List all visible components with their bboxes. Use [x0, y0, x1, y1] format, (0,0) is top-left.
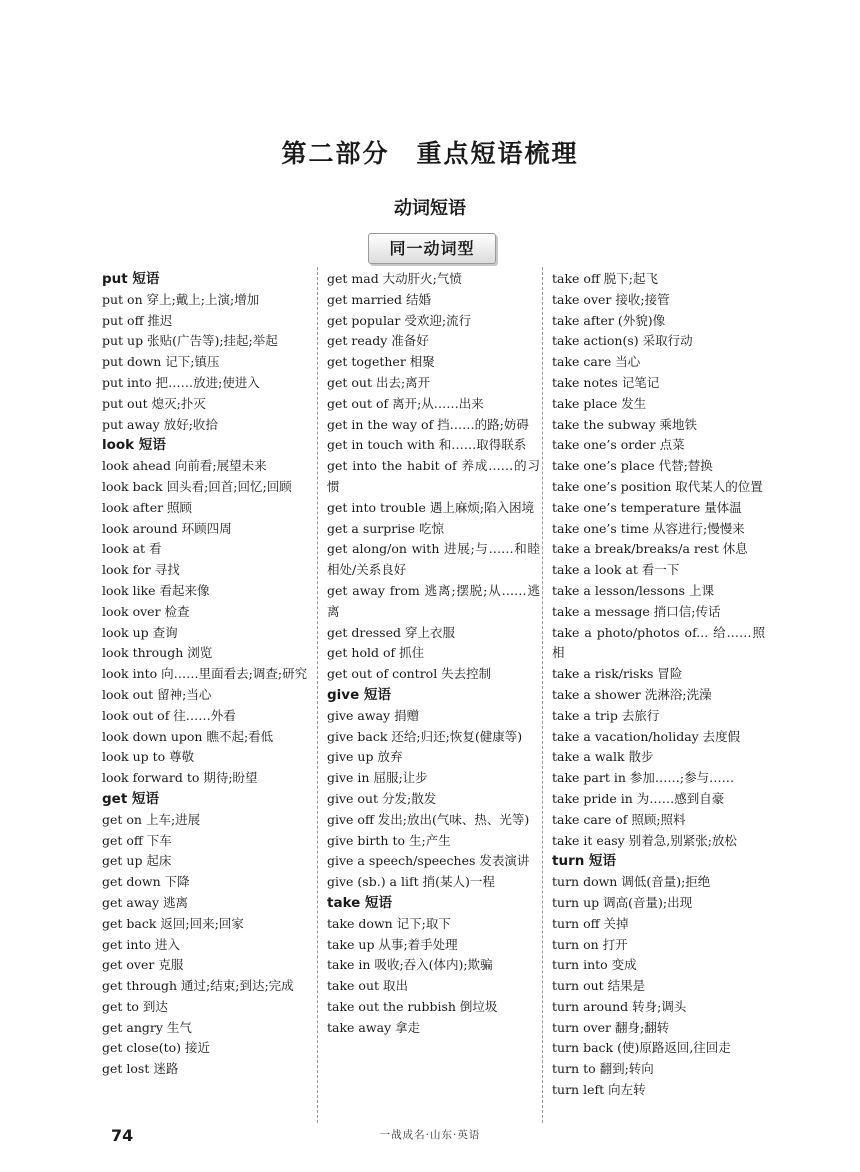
phrase-entry: look at 看	[102, 541, 162, 557]
phrase-entry: look for 寻找	[102, 562, 180, 578]
phrase-entry: take a risk/risks 冒险	[552, 666, 683, 682]
page-title: 第二部分 重点短语梳理	[281, 139, 579, 168]
phrase-entry: look ahead 向前看;展望未来	[102, 458, 267, 474]
phrase-entry: turn off 关掉	[552, 915, 629, 931]
phrase-entry: put on 穿上;戴上;上演;增加	[102, 291, 260, 307]
phrase-entry: turn back (使)原路返回,往回走	[552, 1040, 731, 1056]
phrase-entry: take one’s time 从容进行;慢慢来	[552, 520, 745, 536]
phrase-entry: turn over 翻身;翻转	[552, 1019, 670, 1035]
phrase-entry: put off 推迟	[102, 312, 173, 328]
phrase-entry: get a surprise 吃惊	[327, 520, 445, 536]
phrase-entry: take over 接收;接管	[552, 291, 670, 307]
phrase-entry: take after (外貌)像	[552, 312, 666, 328]
phrase-entry: get married 结婚	[327, 291, 432, 307]
phrase-entry: take a vacation/holiday 去度假	[552, 728, 741, 744]
phrase-entry: look over 检查	[102, 603, 190, 619]
phrase-entry: look into 向……里面看去;调查;研究	[102, 666, 308, 682]
phrase-entry: get down 下降	[102, 874, 190, 890]
phrase-entry: give (sb.) a lift 捎(某人)一程	[327, 874, 495, 890]
column-divider	[542, 267, 543, 1123]
phrase-entry: look around 环顾四周	[102, 520, 232, 536]
phrase-entry: get out of 离开;从……出来	[327, 395, 484, 411]
phrase-entry: look after 照顾	[102, 499, 193, 515]
phrase-entry: look back 回头看;回首;回忆;回顾	[102, 478, 292, 494]
phrase-entry: get along/on with 进展;与……和睦相处/关系良好	[327, 541, 540, 578]
phrase-entry: put down 记下;镇压	[102, 354, 220, 370]
phrase-entry: get popular 受欢迎;流行	[327, 312, 472, 328]
phrase-entry: take a break/breaks/a rest 休息	[552, 541, 748, 557]
phrase-entry: get in touch with 和……取得联系	[327, 437, 527, 453]
section-subtitle: 动词短语	[394, 198, 466, 219]
phrase-entry: look like 看起来像	[102, 582, 210, 598]
phrase-entry: take out 取出	[327, 978, 408, 994]
phrase-entry: take pride in 为……感到自豪	[552, 790, 725, 806]
phrase-entry: take one’s order 点菜	[552, 437, 685, 453]
phrase-entry: take notes 记笔记	[552, 374, 660, 390]
phrase-entry: take action(s) 采取行动	[552, 333, 693, 349]
phrase-entry: give birth to 生;产生	[327, 832, 451, 848]
phrase-entry: turn on 打开	[552, 936, 628, 952]
phrase-entry: take down 记下;取下	[327, 915, 451, 931]
phrase-entry: take a photo/photos of... 给……照相	[552, 624, 765, 661]
phrase-entry: get away from 逃离;摆脱;从……逃离	[327, 582, 540, 619]
phrase-entry: look up 查询	[102, 624, 178, 640]
phrase-entry: turn into 变成	[552, 957, 637, 973]
phrase-entry: get mad 大动肝火;气愤	[327, 271, 462, 286]
page-footer: 一战成名·山东·英语	[379, 1129, 481, 1141]
phrase-entry: turn left 向左转	[552, 1082, 646, 1098]
phrase-group-heading: take 短语	[327, 894, 393, 911]
phrase-entry: get off 下车	[102, 832, 172, 848]
phrase-entry: take off 脱下;起飞	[552, 271, 659, 286]
phrase-entry: get close(to) 接近	[102, 1040, 211, 1056]
phrase-entry: take away 拿走	[327, 1019, 421, 1035]
phrase-entry: take it easy 别着急,别紧张;放松	[552, 832, 737, 848]
phrase-entry: give back 还给;归还;恢复(健康等)	[327, 728, 523, 744]
phrase-entry: get back 返回;回来;回家	[102, 915, 244, 931]
phrase-group-heading: look 短语	[102, 437, 166, 454]
phrase-column-3	[552, 269, 765, 1101]
phrase-entry: take a lesson/lessons 上课	[552, 582, 715, 598]
phrase-entry: put into 把……放进;使进入	[102, 374, 260, 390]
phrase-entry: take the subway 乘地铁	[552, 416, 698, 432]
phrase-entry: get together 相聚	[327, 354, 435, 370]
phrase-entry: turn up 调高(音量);出现	[552, 894, 693, 910]
phrase-entry: get out of control 失去控制	[327, 666, 492, 682]
phrase-entry: get into the habit of 养成……的习惯	[327, 458, 540, 494]
phrase-entry: take care 当心	[552, 354, 641, 370]
phrase-entry: take a trip 去旅行	[552, 707, 660, 723]
phrase-entry: get in the way of 挡……的路;妨碍	[327, 416, 529, 432]
phrase-entry: take part in 参加……;参与……	[552, 770, 735, 786]
column-divider	[317, 267, 318, 1123]
phrase-entry: turn out 结果是	[552, 978, 646, 994]
phrase-entry: get angry 生气	[102, 1019, 192, 1035]
phrase-entry: get into trouble 遇上麻烦;陷入困境	[327, 499, 535, 515]
phrase-entry: give out 分发;散发	[327, 790, 437, 806]
phrase-entry: take a walk 散步	[552, 749, 654, 765]
phrase-entry: look out of 往……外看	[102, 707, 236, 723]
phrase-entry: take out the rubbish 倒垃圾	[327, 998, 498, 1014]
phrase-group-heading: turn 短语	[552, 853, 617, 870]
phrase-group-heading: give 短语	[327, 686, 391, 703]
phrase-entry: turn to 翻到;转向	[552, 1061, 654, 1077]
phrase-entry: get to 到达	[102, 998, 168, 1014]
phrase-entry: get through 通过;结束;到达;完成	[102, 978, 294, 994]
phrase-entry: give up 放弃	[327, 749, 403, 765]
phrase-column-1	[102, 269, 315, 1080]
phrase-entry: take in 吸收;吞入(体内);欺骗	[327, 957, 493, 973]
phrase-entry: put out 熄灭;扑灭	[102, 395, 206, 411]
phrase-entry: put up 张贴(广告等);挂起;举起	[102, 333, 278, 349]
phrase-entry: take up 从事;着手处理	[327, 936, 458, 952]
phrase-entry: take one’s temperature 量体温	[552, 499, 742, 515]
phrase-column-2	[327, 269, 540, 1038]
phrase-entry: get on 上车;进展	[102, 811, 201, 827]
phrase-entry: take a message 捎口信;传话	[552, 603, 721, 619]
phrase-entry: get dressed 穿上衣服	[327, 624, 455, 640]
phrase-entry: give off 发出;放出(气味、热、光等)	[327, 811, 530, 827]
phrase-entry: look down upon 瞧不起;看低	[102, 728, 274, 744]
phrase-entry: get into 进入	[102, 936, 180, 952]
phrase-entry: take one’s place 代替;替换	[552, 458, 713, 474]
phrase-entry: give a speech/speeches 发表演讲	[327, 853, 530, 869]
phrase-entry: take one’s position 取代某人的位置	[552, 478, 763, 494]
phrase-entry: get up 起床	[102, 853, 172, 869]
phrase-entry: give away 捐赠	[327, 707, 420, 723]
phrase-entry: look up to 尊敬	[102, 749, 195, 765]
phrase-entry: look forward to 期待;盼望	[102, 770, 258, 786]
phrase-entry: take care of 照顾;照料	[552, 811, 686, 827]
phrase-entry: get hold of 抓住	[327, 645, 425, 661]
phrase-entry: turn around 转身;调头	[552, 998, 687, 1014]
phrase-entry: get ready 准备好	[327, 333, 429, 349]
phrase-entry: look through 浏览	[102, 645, 213, 661]
phrase-entry: take a shower 洗淋浴;洗澡	[552, 686, 712, 702]
phrase-entry: turn down 调低(音量);拒绝	[552, 874, 711, 890]
phrase-entry: get away 逃离	[102, 894, 189, 910]
phrase-entry: get over 克服	[102, 957, 184, 973]
phrase-entry: take a look at 看一下	[552, 562, 680, 578]
category-badge: 同一动词型	[368, 233, 496, 264]
phrase-entry: get lost 迷路	[102, 1061, 179, 1077]
phrase-group-heading: get 短语	[102, 790, 159, 807]
phrase-entry: give in 屈服;让步	[327, 770, 428, 786]
phrase-entry: look out 留神;当心	[102, 686, 212, 702]
phrase-entry: get out 出去;离开	[327, 374, 431, 390]
phrase-entry: take place 发生	[552, 395, 647, 411]
phrase-entry: put away 放好;收拾	[102, 416, 218, 432]
page-number: 74	[111, 1126, 134, 1145]
phrase-group-heading: put 短语	[102, 271, 160, 287]
